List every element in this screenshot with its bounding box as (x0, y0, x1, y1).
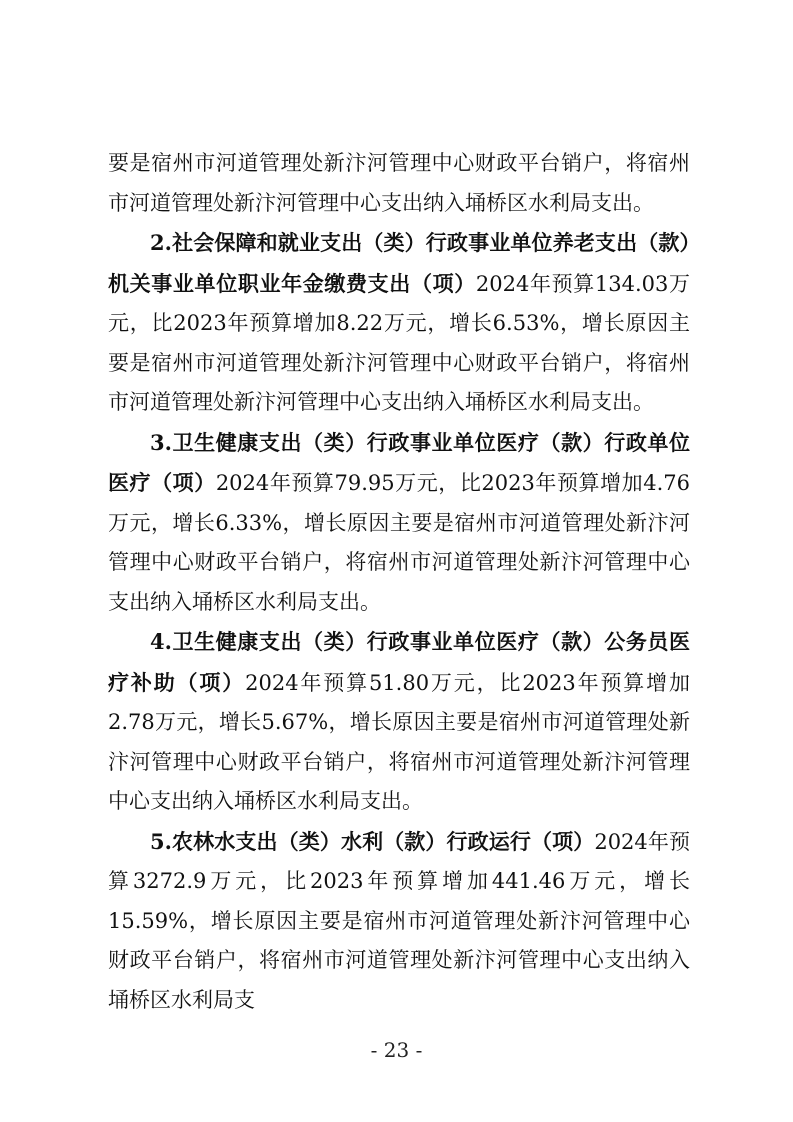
paragraph-3-heading: 3.卫生健康支出（类）行政事业单位医疗（款）行政单位医疗（项） (108, 429, 690, 495)
paragraph-5 (108, 822, 690, 1021)
paragraph-1 (108, 143, 690, 223)
paragraph-4 (108, 622, 690, 822)
paragraph-1-text: 要是宿州市河道管理处新汴河管理中心财政平台销户，将宿州市河道管理处新汴河管理中心支出纳入埇桥区水利局支出。 (108, 151, 690, 215)
paragraph-4-text: 2024年预算51.80万元，比2023年预算增加2.78万元，增长5.67%，增长原因主要是宿州市河道管理处新汴河管理中心财政平台销户，将宿州市河道管理处新汴河管理中心支出纳入埇桥区水利局支出。 (108, 670, 691, 813)
page-number: - 23 - (370, 1038, 423, 1062)
paragraph-2-text: 2024年预算134.03万元，比2023年预算增加8.22万元，增长6.53%，增长原因主要是宿州市河道管理处新汴河管理中心财政平台销户，将宿州市河道管理处新汴河管理中心支出纳入埇桥区水利局支出。 (108, 271, 690, 414)
paragraph-5-text: 2024年预算3272.9万元，比2023年预算增加441.46万元，增长15.59%，增长原因主要是宿州市河道管理处新汴河管理中心财政平台销户，将宿州市河道管理处新汴河管理中心支出纳入埇桥区水利局支 (108, 829, 690, 1012)
paragraph-4-heading: 4.卫生健康支出（类）行政事业单位医疗（款）公务员医疗补助（项） (108, 629, 690, 695)
paragraph-5-heading: 5.农林水支出（类）水利（款）行政运行（项） (150, 828, 595, 854)
paragraph-3-text: 2024年预算79.95万元，比2023年预算增加4.76万元，增长6.33%，增长原因主要是宿州市河道管理处新汴河管理中心财政平台销户，将宿州市河道管理处新汴河管理中心支出纳入埇桥区水利局支出。 (108, 471, 691, 614)
document-body (108, 143, 690, 1020)
paragraph-2 (108, 223, 690, 423)
paragraph-3 (108, 423, 690, 623)
paragraph-2-heading: 2.社会保障和就业支出（类）行政事业单位养老支出（款）机关事业单位职业年金缴费支出（项） (108, 230, 690, 296)
